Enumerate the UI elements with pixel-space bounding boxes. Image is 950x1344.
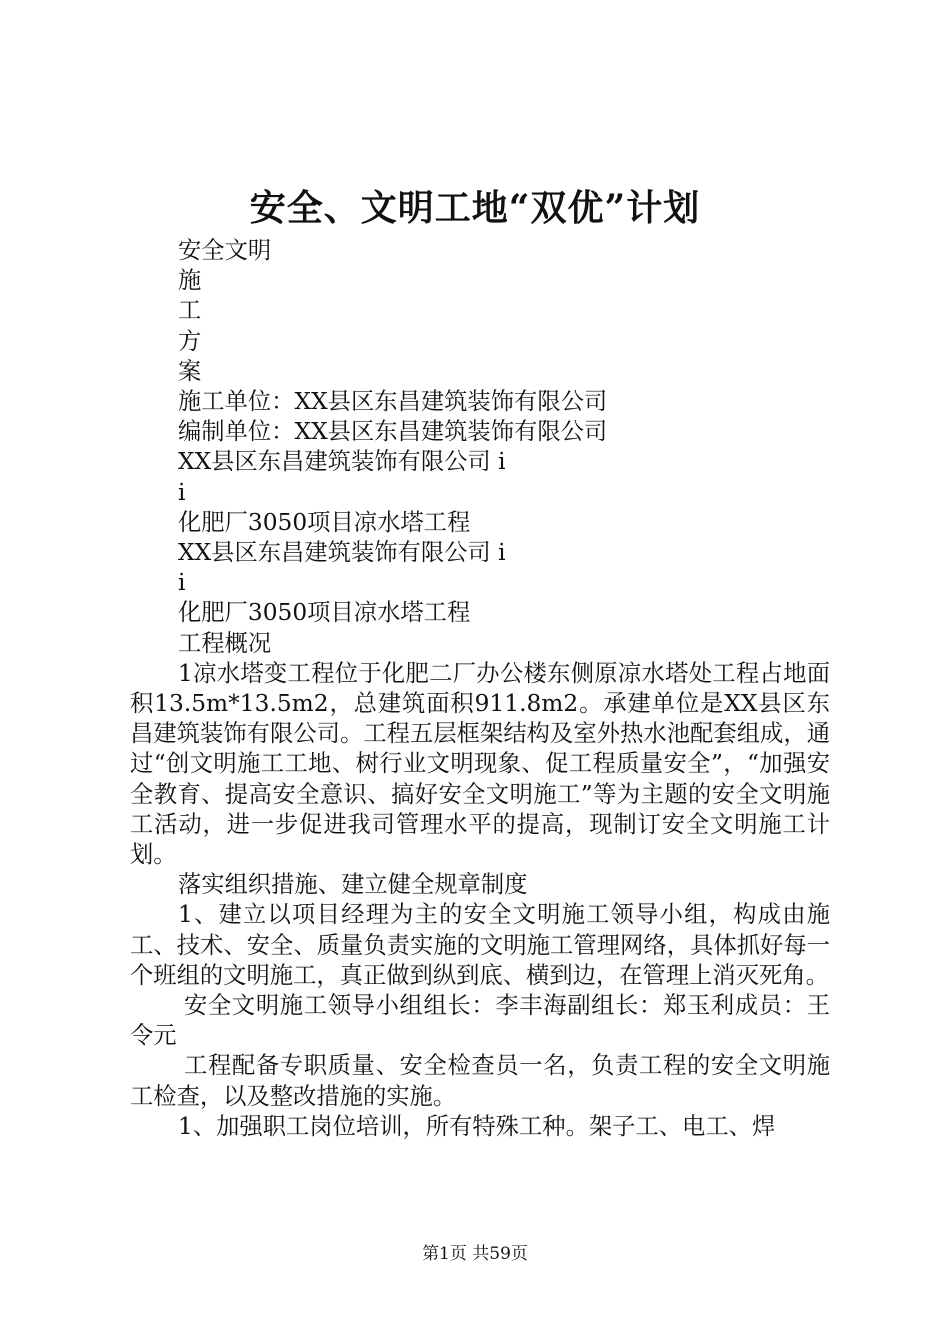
paragraph: 1凉水塔变工程位于化肥二厂办公楼东侧原凉水塔处工程占地面积13.5m*13.5m2，总建筑面积911.8m2。承建单位是XX县区东昌建筑装饰有限公司。工程五层框架结构及室外热水池配套组成，通过“创文明施工工地、树行业文明现象、促工程质量安全”，“加强安全教育、提高安全意识、搞好安全文明施工”等为主题的安全文明施工活动，进一步促进我司管理水平的提高，现制订安全文明施工计划。 — [130, 659, 830, 869]
cover-line: 案 — [178, 357, 202, 385]
cover-line: 施 — [178, 267, 202, 295]
cover-line: i — [178, 569, 186, 597]
cover-line: 方 — [178, 327, 202, 355]
paragraph: 工程配备专职质量、安全检查员一名，负责工程的安全文明施工检查，以及整改措施的实施。 — [130, 1052, 830, 1110]
document-title: 安全、文明工地“双优”计划 — [249, 187, 701, 229]
compiling-unit: 编制单位：XX县区东昌建筑装饰有限公司 — [178, 418, 608, 446]
cover-line: 工 — [178, 297, 202, 325]
company-line: XX县区东昌建筑装饰有限公司 i — [178, 539, 506, 567]
paragraph: 1、加强职工岗位培训，所有特殊工种。架子工、电工、焊 — [178, 1112, 776, 1140]
project-name: 化肥厂3050项目凉水塔工程 — [178, 508, 471, 536]
page-footer: 第1页 共59页 — [422, 1244, 528, 1264]
project-name: 化肥厂3050项目凉水塔工程 — [178, 599, 471, 627]
section-heading: 落实组织措施、建立健全规章制度 — [178, 871, 528, 899]
construction-unit: 施工单位：XX县区东昌建筑装饰有限公司 — [178, 388, 608, 416]
company-line: XX县区东昌建筑装饰有限公司 i — [178, 448, 506, 476]
paragraph: 1、建立以项目经理为主的安全文明施工领导小组，构成由施工、技术、安全、质量负责实施的文明施工管理网络，具体抓好每一个班组的文明施工，真正做到纵到底、横到边，在管理上消灭死角。 — [130, 901, 830, 989]
section-heading: 工程概况 — [178, 629, 272, 657]
document-body — [130, 236, 830, 1142]
paragraph: 安全文明施工领导小组组长：李丰海副组长：郑玉利成员：王令元 — [130, 992, 830, 1050]
cover-line: i — [178, 478, 186, 506]
cover-line: 安全文明 — [178, 237, 272, 264]
